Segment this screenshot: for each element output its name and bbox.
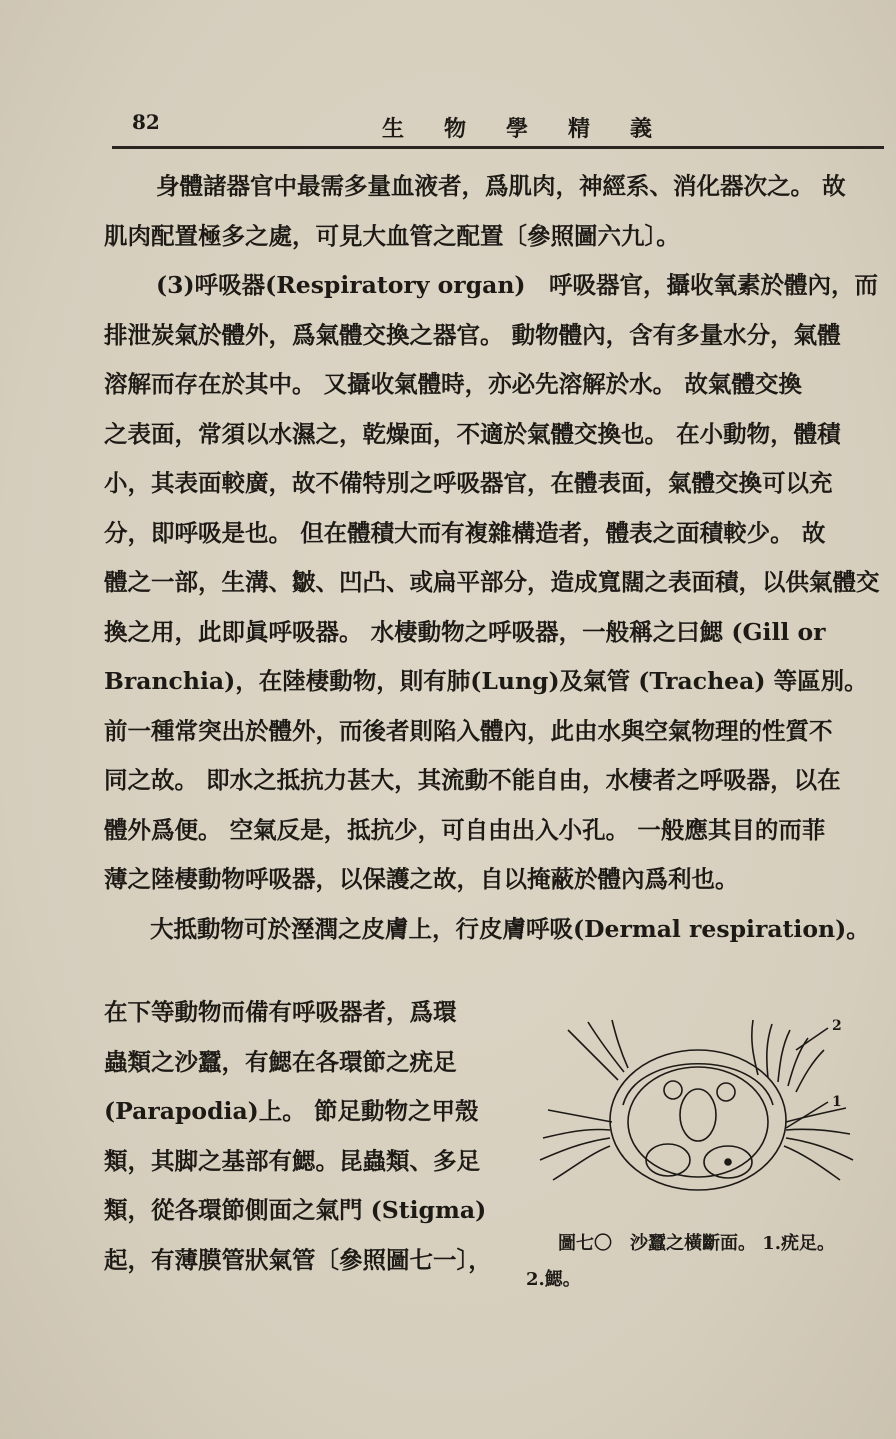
text-line: 蟲類之沙蠶，有鰓在各環節之疣足 — [104, 1047, 457, 1076]
text-line: 排泄炭氣於體外，爲氣體交換之器官。 動物體內，含有多量水分，氣體 — [104, 320, 841, 349]
text-line: Branchia)，在陸棲動物，則有肺(Lung)及氣管 (Trachea) 等區別。 — [104, 667, 868, 695]
figure-caption — [526, 1226, 876, 1298]
text-line: 大抵動物可於溼潤之皮膚上，行皮膚呼吸(Dermal respiration)。 — [150, 914, 870, 943]
figure-label-1: 1 — [832, 1094, 842, 1110]
caption-line: 2.鰓。 — [526, 1269, 581, 1290]
text-line: 起，有薄膜管狀氣管〔參照圖七一〕， — [104, 1245, 492, 1274]
text-line: 之表面，常須以水濕之，乾燥面，不適於氣體交換也。 在小動物，體積 — [104, 419, 841, 448]
text-line: 類，從各環節側面之氣門 (Stigma) — [104, 1196, 487, 1224]
wrapped-text — [104, 988, 504, 1285]
text-line: 肌肉配置極多之處，可見大血管之配置〔參照圖六九〕。 — [104, 221, 680, 250]
page-number: 82 — [132, 110, 160, 134]
text-line: (Parapodia)上。 節足動物之甲殼 — [104, 1097, 479, 1125]
running-title: 生物學精義 — [382, 116, 693, 142]
text-line: 身體諸器官中最需多量血液者，爲肌肉，神經系、消化器次之。 故 — [156, 172, 846, 200]
left-parapodium — [540, 1110, 612, 1180]
header-rule — [112, 146, 884, 149]
nereis-cross-section-figure — [528, 1010, 868, 1210]
text-line: 在下等動物而備有呼吸器者，爲環 — [104, 998, 457, 1026]
text-line: 分，即呼吸是也。 但在體積大而有複雜構造者，體表之面積較少。 故 — [104, 518, 826, 547]
text-line: 體外爲便。 空氣反是，抵抗少，可自由出入小孔。 一般應其目的而菲 — [104, 815, 826, 844]
text-line: 換之用，此即眞呼吸器。 水棲動物之呼吸器，一般稱之曰鰓 (Gill or — [104, 617, 826, 646]
text-line: 體之一部，生溝、皺、凹凸、或扁平部分，造成寬闊之表面積，以供氣體交 — [104, 568, 880, 596]
text-line: 前一種常突出於體外，而後者則陷入體內，此由水與空氣物理的性質不 — [104, 716, 833, 745]
page-header — [112, 102, 884, 144]
right-parapodium — [784, 1108, 853, 1180]
text-line: 溶解而存在於其中。 又攝收氣體時，亦必先溶解於水。 故氣體交換 — [104, 370, 802, 398]
leader-line-2 — [796, 1028, 828, 1050]
right-gill-lamellae — [752, 1020, 824, 1092]
body-outline — [610, 1050, 786, 1190]
caption-line: 圖七〇 沙蠶之橫斷面。 1.疣足。 — [558, 1233, 836, 1254]
gut — [680, 1089, 716, 1141]
inner-outline — [628, 1067, 768, 1177]
leader-line-1 — [786, 1102, 828, 1128]
text-line: 薄之陸棲動物呼吸器，以保護之故，自以掩蔽於體內爲利也。 — [104, 865, 739, 893]
text-line: 類，其脚之基部有鰓。昆蟲類、多足 — [104, 1146, 480, 1175]
text-line: 小，其表面較廣，故不備特別之呼吸器官，在體表面，氣體交換可以充 — [104, 469, 833, 497]
text-line: 同之故。 即水之抵抗力甚大，其流動不能自由，水棲者之呼吸器，以在 — [104, 766, 841, 794]
body-text — [104, 162, 882, 954]
text-line: (3)呼吸器(Respiratory organ) 呼吸器官，攝收氧素於體內，而 — [156, 271, 879, 299]
figure-label-2: 2 — [832, 1018, 842, 1034]
